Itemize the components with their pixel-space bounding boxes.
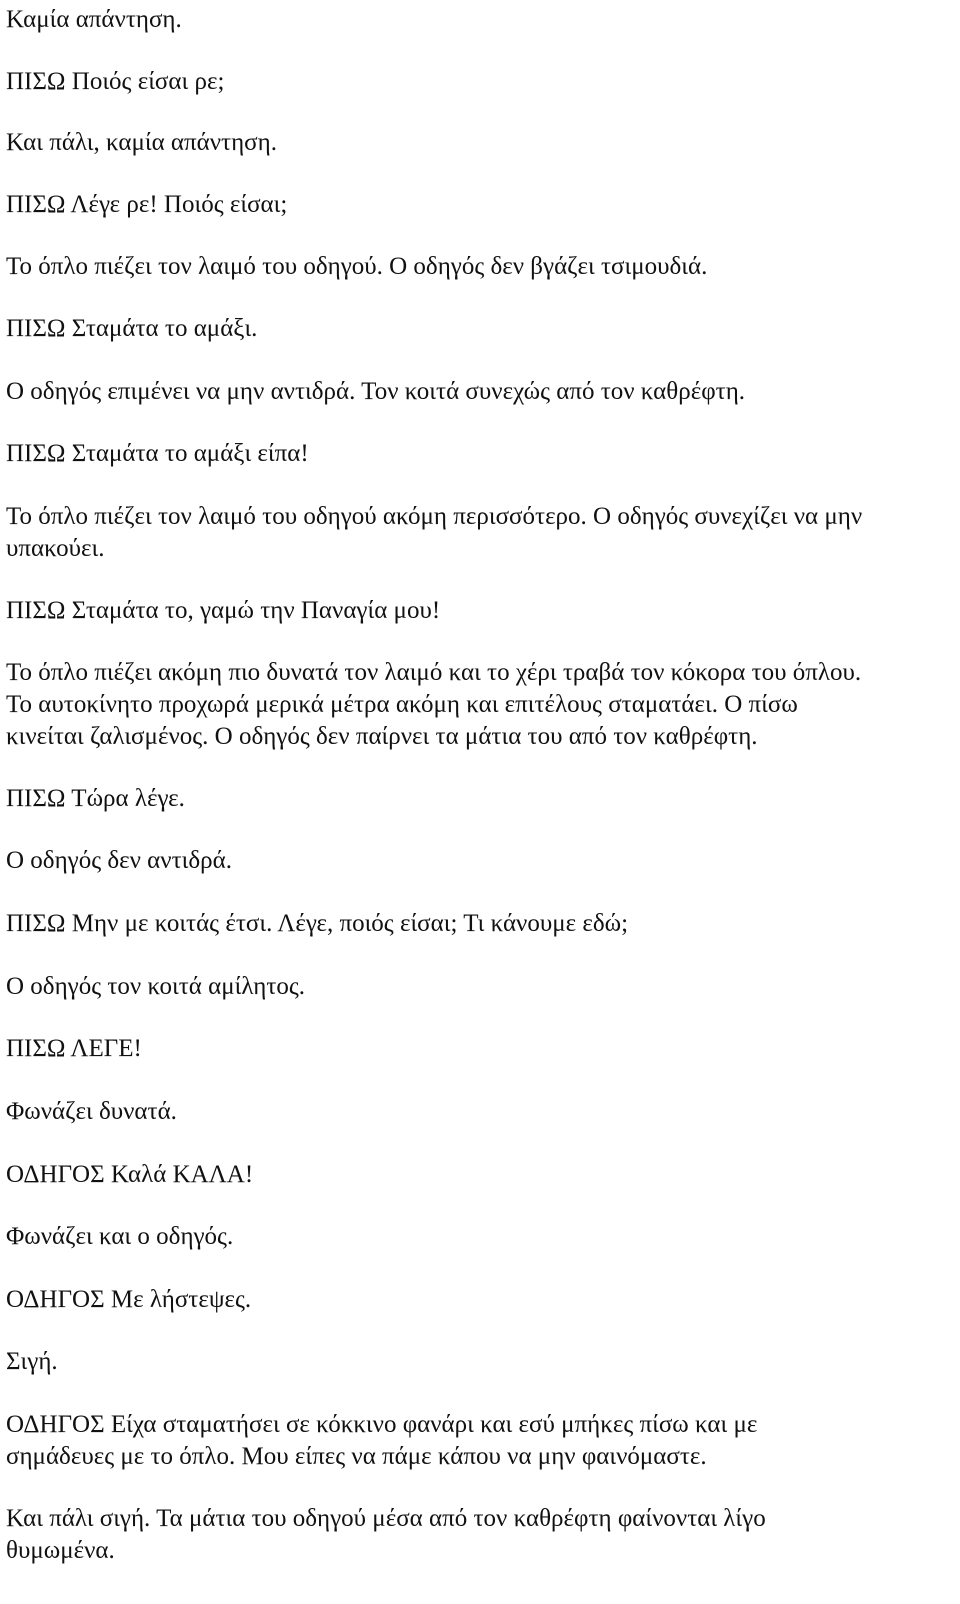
text-line: Και πάλι, καμία απάντηση. [6, 129, 277, 156]
paragraph [6, 438, 956, 470]
text-line: υπακούει. [6, 535, 105, 562]
paragraph [6, 783, 956, 815]
paragraph [6, 376, 956, 408]
text-line: Το όπλο πιέζει τον λαιμό του οδηγού. Ο οδηγός δεν βγάζει τσιμουδιά. [6, 253, 708, 280]
text-line: Και πάλι σιγή. Τα μάτια του οδηγού μέσα από τον καθρέφτη φαίνονται λίγο [6, 1505, 766, 1532]
text-line: Ο οδηγός δεν αντιδρά. [6, 847, 232, 874]
text-line: Καμία απάντηση. [6, 6, 182, 33]
paragraph [6, 66, 956, 98]
text-line: ΠΙΣΩ Σταμάτα το, γαμώ την Παναγία μου! [6, 597, 441, 624]
paragraph [6, 251, 956, 283]
text-line: Φωνάζει δυνατά. [6, 1098, 177, 1125]
paragraph [6, 1096, 956, 1128]
text-line: Φωνάζει και ο οδηγός. [6, 1223, 234, 1250]
paragraph [6, 1346, 956, 1378]
text-line: Ο οδηγός τον κοιτά αμίλητος. [6, 973, 306, 1000]
paragraph [6, 1284, 956, 1316]
paragraph [6, 189, 956, 221]
text-line: κινείται ζαλισμένος. Ο οδηγός δεν παίρνει τα μάτια του από τον καθρέφτη. [6, 723, 758, 750]
text-line: ΠΙΣΩ Τώρα λέγε. [6, 785, 185, 812]
text-line: ΠΙΣΩ Σταμάτα το αμάξι είπα! [6, 440, 309, 467]
paragraph [6, 595, 956, 627]
paragraph [6, 4, 956, 36]
paragraph [6, 501, 956, 565]
paragraph [6, 908, 956, 940]
text-line: Σιγή. [6, 1348, 58, 1375]
text-line: ΠΙΣΩ Λέγε ρε! Ποιός είσαι; [6, 191, 288, 218]
text-line: θυμωμένα. [6, 1537, 115, 1564]
text-line: ΠΙΣΩ Μην με κοιτάς έτσι. Λέγε, ποιός είσαι; Τι κάνουμε εδώ; [6, 910, 629, 937]
paragraph [6, 1409, 956, 1473]
paragraph [6, 127, 956, 159]
text-line: ΠΙΣΩ Ποιός είσαι ρε; [6, 68, 225, 95]
text-line: ΟΔΗΓΟΣ Είχα σταματήσει σε κόκκινο φανάρι και εσύ μπήκες πίσω και με [6, 1411, 758, 1438]
text-line: Το όπλο πιέζει ακόμη πιο δυνατά τον λαιμό και το χέρι τραβά τον κόκορα του όπλου. [6, 659, 862, 686]
text-line: ΠΙΣΩ Σταμάτα το αμάξι. [6, 315, 258, 342]
paragraph [6, 657, 956, 753]
text-line: ΟΔΗΓΟΣ Καλά ΚΑΛΑ! [6, 1161, 254, 1188]
text-line: σημάδευες με το όπλο. Μου είπες να πάμε κάπου να μην φαινόμαστε. [6, 1443, 707, 1470]
text-line: Το αυτοκίνητο προχωρά μερικά μέτρα ακόμη και επιτέλους σταματάει. Ο πίσω [6, 691, 798, 718]
paragraph [6, 1221, 956, 1253]
paragraph [6, 1033, 956, 1065]
paragraph [6, 1159, 956, 1191]
paragraph [6, 1503, 956, 1567]
text-line: ΟΔΗΓΟΣ Με λήστεψες. [6, 1286, 252, 1313]
paragraph [6, 971, 956, 1003]
text-line: Το όπλο πιέζει τον λαιμό του οδηγού ακόμη περισσότερο. Ο οδηγός συνεχίζει να μην [6, 503, 863, 530]
text-line: Ο οδηγός επιμένει να μην αντιδρά. Τον κοιτά συνεχώς από τον καθρέφτη. [6, 378, 746, 405]
text-line: ΠΙΣΩ ΛΕΓΕ! [6, 1035, 142, 1062]
paragraph [6, 313, 956, 345]
paragraph [6, 845, 956, 877]
